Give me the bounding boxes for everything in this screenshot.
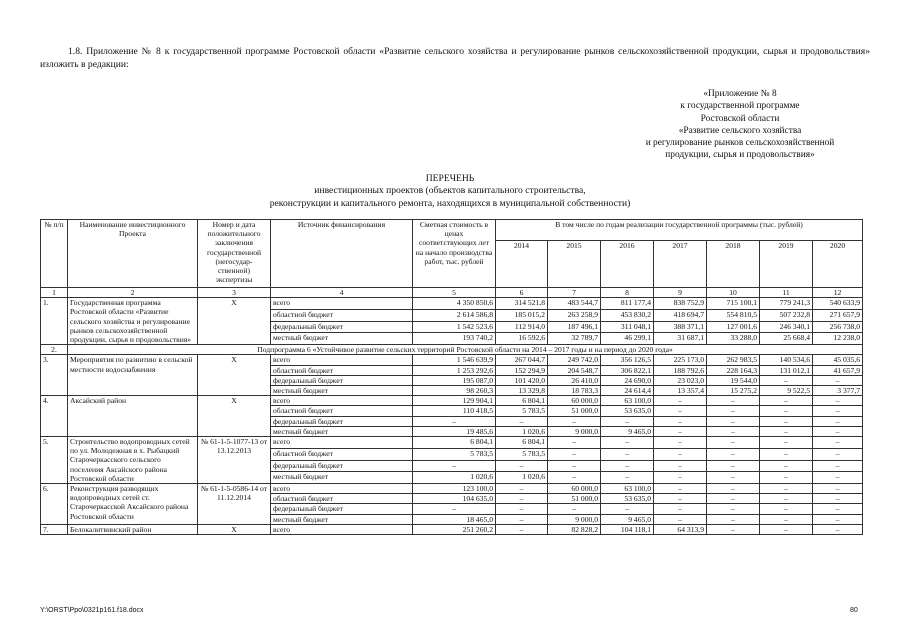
funding-source: федеральный бюджет	[271, 375, 413, 385]
expertise-reference: Х	[198, 396, 271, 437]
year-value: –	[760, 494, 813, 504]
year-value: 63 100,0	[601, 484, 654, 494]
year-value: –	[496, 484, 548, 494]
header-num: № п/п	[41, 220, 68, 288]
year-value: 263 258,9	[548, 309, 601, 321]
year-value: 306 822,1	[601, 365, 654, 375]
year-value: 9 465,0	[601, 426, 654, 436]
year-value: –	[654, 406, 707, 416]
year-value: 51 000,0	[548, 494, 601, 504]
year-value: 12 238,0	[813, 333, 863, 345]
year-value: –	[654, 426, 707, 436]
year-value: –	[813, 494, 863, 504]
column-number: 1	[41, 288, 68, 298]
funding-source: всего	[271, 298, 413, 310]
cost-value: –	[413, 460, 496, 472]
year-value: 9 522,5	[760, 386, 813, 396]
year-value: 715 100,1	[707, 298, 760, 310]
cost-value: 110 418,5	[413, 406, 496, 416]
cost-value: 6 804,1	[413, 437, 496, 449]
cost-value: 5 783,5	[413, 448, 496, 460]
year-value: –	[760, 375, 813, 385]
year-value: 33 288,0	[707, 333, 760, 345]
year-value: 267 044,7	[496, 355, 548, 365]
row-number: 7.	[41, 524, 68, 534]
year-value: –	[654, 448, 707, 460]
column-number: 3	[198, 288, 271, 298]
year-value: 1 020,6	[496, 426, 548, 436]
header-row	[41, 220, 863, 241]
year-value: 18 783,3	[548, 386, 601, 396]
year-value: –	[813, 437, 863, 449]
year-value: 6 804,1	[496, 396, 548, 406]
year-value: 204 548,7	[548, 365, 601, 375]
header-source: Источник финансирования	[271, 220, 413, 288]
expertise-reference: Х	[198, 524, 271, 534]
year-value: 60 000,0	[548, 396, 601, 406]
expertise-reference: № 61-1-5-0586-14 от 11.12.2014	[198, 484, 271, 525]
cost-value: 1 546 639,9	[413, 355, 496, 365]
year-value: 311 048,1	[601, 321, 654, 333]
column-number: 12	[813, 288, 863, 298]
year-value: 152 294,9	[496, 365, 548, 375]
year-value: –	[760, 460, 813, 472]
year-value: –	[760, 406, 813, 416]
funding-source: местный бюджет	[271, 472, 413, 484]
cost-value: 1 253 292,6	[413, 365, 496, 375]
table-row	[41, 484, 863, 494]
year-value: –	[707, 484, 760, 494]
cost-value: 98 260,3	[413, 386, 496, 396]
year-value: 53 635,0	[601, 406, 654, 416]
year-value: 63 100,0	[601, 396, 654, 406]
funding-source: местный бюджет	[271, 386, 413, 396]
year-value: –	[548, 472, 601, 484]
header-year: 2020	[813, 241, 863, 288]
table-row	[41, 355, 863, 365]
year-value: 246 340,1	[760, 321, 813, 333]
year-value: 256 738,0	[813, 321, 863, 333]
cost-value: 1 020,6	[413, 472, 496, 484]
appendix-line: «Развитие сельского хозяйства	[678, 125, 802, 136]
funding-source: всего	[271, 524, 413, 534]
cost-value: 2 614 586,8	[413, 309, 496, 321]
funding-source: всего	[271, 437, 413, 449]
year-value: 185 015,2	[496, 309, 548, 321]
year-value: –	[654, 472, 707, 484]
appendix-line: «Приложение № 8	[703, 89, 777, 99]
year-value: 104 118,1	[601, 524, 654, 534]
year-value: 9 465,0	[601, 514, 654, 524]
header-year: 2014	[496, 241, 548, 288]
table-row	[41, 524, 863, 534]
year-value: –	[601, 504, 654, 514]
year-value: 811 177,4	[601, 298, 654, 310]
footer-file-path: Y:\ORST\Ppo\0321p161.f18.docx	[40, 607, 144, 614]
year-value: –	[601, 416, 654, 426]
year-value: –	[548, 460, 601, 472]
year-value: 5 783,5	[496, 448, 548, 460]
year-value: –	[496, 494, 548, 504]
header-years-group: В том числе по годам реализации государственной программы (тыс. рублей)	[496, 220, 863, 241]
year-value: –	[496, 524, 548, 534]
year-value: –	[707, 448, 760, 460]
funding-source: местный бюджет	[271, 426, 413, 436]
year-value: –	[760, 437, 813, 449]
funding-source: областной бюджет	[271, 448, 413, 460]
header-expertise: Номер и дата положительного заключения государственной (негосудар-ственной) экспертизы	[198, 220, 271, 288]
project-name: Реконструкция разводящих водопроводных сетей ст. Старочеркасской Аксайского района Ростовской области	[68, 484, 198, 525]
year-value: 188 792,6	[654, 365, 707, 375]
year-value: 6 804,1	[496, 437, 548, 449]
year-value: 25 668,4	[760, 333, 813, 345]
year-value: 9 000,0	[548, 426, 601, 436]
year-value: –	[813, 472, 863, 484]
year-value: –	[813, 416, 863, 426]
year-value: –	[654, 514, 707, 524]
column-number: 9	[654, 288, 707, 298]
year-value: 64 313,9	[654, 524, 707, 534]
year-value: –	[707, 426, 760, 436]
header-year: 2018	[707, 241, 760, 288]
year-value: 13 329,8	[496, 386, 548, 396]
year-value: –	[654, 437, 707, 449]
year-value: 271 657,9	[813, 309, 863, 321]
column-numbers-row	[41, 288, 863, 298]
projects-table	[40, 219, 863, 535]
appendix-line: и регулирование рынков сельскохозяйственной	[645, 138, 835, 149]
year-value: –	[760, 514, 813, 524]
column-number: 5	[413, 288, 496, 298]
year-value: –	[760, 396, 813, 406]
appendix-heading	[600, 88, 880, 162]
cost-value: 18 465,0	[413, 514, 496, 524]
year-value: –	[760, 448, 813, 460]
table-row	[41, 396, 863, 406]
project-name: Белокалитвинский район	[68, 524, 198, 534]
title-line: реконструкции и капитального ремонта, находящихся в муниципальной собственности)	[269, 197, 631, 209]
expertise-reference: Х	[198, 355, 271, 396]
column-number: 11	[760, 288, 813, 298]
year-value: –	[654, 416, 707, 426]
year-value: –	[707, 406, 760, 416]
year-value: –	[496, 460, 548, 472]
year-value: –	[707, 396, 760, 406]
year-value: 60 000,0	[548, 484, 601, 494]
year-value: –	[654, 484, 707, 494]
year-value: –	[601, 448, 654, 460]
subprogram-row	[41, 345, 863, 355]
column-number: 4	[271, 288, 413, 298]
cost-value: –	[413, 504, 496, 514]
cost-value: 251 260,2	[413, 524, 496, 534]
year-value: –	[707, 460, 760, 472]
year-value: –	[813, 406, 863, 416]
year-value: –	[813, 524, 863, 534]
year-value: 82 828,2	[548, 524, 601, 534]
cost-value: 104 635,0	[413, 494, 496, 504]
project-name: Строительство водопроводных сетей по ул. Молодежная в х. Рыбацкий Старочеркасского сельского поселения Аксайского района Ростовской области	[68, 437, 198, 484]
year-value: –	[548, 504, 601, 514]
header-name: Наименование инвестиционного Проекта	[68, 220, 198, 288]
year-value: –	[760, 524, 813, 534]
expertise-reference: Х	[198, 298, 271, 345]
year-value: 388 371,1	[654, 321, 707, 333]
row-number: 2.	[41, 345, 68, 355]
header-year: 2019	[760, 241, 813, 288]
year-value: –	[707, 504, 760, 514]
year-value: –	[707, 514, 760, 524]
title-line: ПЕРЕЧЕНЬ	[425, 173, 475, 184]
year-value: 16 592,6	[496, 333, 548, 345]
header-year: 2016	[601, 241, 654, 288]
funding-source: областной бюджет	[271, 494, 413, 504]
year-value: 31 687,1	[654, 333, 707, 345]
year-value: 19 544,0	[707, 375, 760, 385]
header-cost: Сметная стоимость в ценах соответствующих лет на начало производства работ, тыс. рублей	[413, 220, 496, 288]
year-value: 418 694,7	[654, 309, 707, 321]
year-value: –	[707, 494, 760, 504]
year-value: 779 241,3	[760, 298, 813, 310]
year-value: 507 232,8	[760, 309, 813, 321]
funding-source: всего	[271, 355, 413, 365]
cost-value: 129 904,1	[413, 396, 496, 406]
appendix-line: продукции, сырья и продовольствия»	[665, 150, 815, 161]
funding-source: федеральный бюджет	[271, 321, 413, 333]
year-value: 23 023,0	[654, 375, 707, 385]
column-number: 6	[496, 288, 548, 298]
year-value: 46 299,1	[601, 333, 654, 345]
year-value: –	[760, 426, 813, 436]
year-value: 262 983,5	[707, 355, 760, 365]
project-name: Аксайский район	[68, 396, 198, 437]
year-value: –	[813, 396, 863, 406]
year-value: 228 164,3	[707, 365, 760, 375]
year-value: 356 126,5	[601, 355, 654, 365]
row-number: 3.	[41, 355, 68, 396]
year-value: 225 173,0	[654, 355, 707, 365]
intro-paragraph: 1.8. Приложение № 8 к государственной программе Ростовской области «Развитие сельского хозяйства и регулирование рынков сельскохозяйственной продукции, сырья и продовольствия» изложить в редакции:	[40, 46, 870, 70]
row-number: 4.	[41, 396, 68, 437]
year-value: 1 020,6	[496, 472, 548, 484]
funding-source: всего	[271, 396, 413, 406]
year-value: –	[813, 375, 863, 385]
funding-source: федеральный бюджет	[271, 504, 413, 514]
column-number: 2	[68, 288, 198, 298]
year-value: –	[707, 437, 760, 449]
year-value: –	[654, 494, 707, 504]
cost-value: 123 100,0	[413, 484, 496, 494]
cost-value: 195 087,0	[413, 375, 496, 385]
year-value: 554 810,5	[707, 309, 760, 321]
year-value: 45 035,6	[813, 355, 863, 365]
year-value: 9 000,0	[548, 514, 601, 524]
year-value: –	[654, 396, 707, 406]
year-value: –	[496, 514, 548, 524]
year-value: –	[548, 448, 601, 460]
year-value: –	[496, 416, 548, 426]
year-value: 3 377,7	[813, 386, 863, 396]
year-value: –	[707, 524, 760, 534]
year-value: 26 410,0	[548, 375, 601, 385]
year-value: –	[654, 460, 707, 472]
year-value: 131 012,1	[760, 365, 813, 375]
year-value: 53 635,0	[601, 494, 654, 504]
cost-value: 19 485,6	[413, 426, 496, 436]
document-title	[180, 173, 720, 210]
funding-source: областной бюджет	[271, 406, 413, 416]
year-value: 41 657,9	[813, 365, 863, 375]
subprogram-title: Подпрограмма 6 «Устойчивое развитие сельских территорий Ростовской области на 2014 – 2017 годы и на период до 2020 года»	[68, 345, 863, 355]
year-value: 483 544,7	[548, 298, 601, 310]
year-value: –	[760, 472, 813, 484]
year-value: 453 830,2	[601, 309, 654, 321]
year-value: –	[707, 416, 760, 426]
year-value: 24 614,4	[601, 386, 654, 396]
year-value: –	[707, 472, 760, 484]
year-value: –	[601, 472, 654, 484]
funding-source: областной бюджет	[271, 309, 413, 321]
cost-value: 193 740,2	[413, 333, 496, 345]
year-value: 314 521,8	[496, 298, 548, 310]
year-value: –	[601, 437, 654, 449]
funding-source: местный бюджет	[271, 514, 413, 524]
year-value: –	[548, 437, 601, 449]
year-value: –	[548, 416, 601, 426]
project-name: Государственная программа Ростовской области «Развитие сельского хозяйства и регулирование рынков сельскохозяйственной продукции, сырья и продовольствия»	[68, 298, 198, 345]
funding-source: местный бюджет	[271, 333, 413, 345]
year-value: –	[813, 484, 863, 494]
year-value: 13 357,4	[654, 386, 707, 396]
cost-value: –	[413, 416, 496, 426]
expertise-reference: № 61-1-5-1077-13 от 13.12.2013	[198, 437, 271, 484]
year-value: 838 752,9	[654, 298, 707, 310]
project-name: Мероприятия по развитию в сельской местности водоснабжения	[68, 355, 198, 396]
year-value: 540 633,9	[813, 298, 863, 310]
header-year: 2017	[654, 241, 707, 288]
year-value: –	[813, 426, 863, 436]
title-line: инвестиционных проектов (объектов капитального строительства,	[314, 185, 586, 197]
year-value: –	[601, 460, 654, 472]
column-number: 10	[707, 288, 760, 298]
year-value: –	[813, 460, 863, 472]
year-value: 187 496,1	[548, 321, 601, 333]
column-number: 7	[548, 288, 601, 298]
appendix-line: к государственной программе	[680, 101, 800, 112]
year-value: –	[496, 504, 548, 514]
row-number: 5.	[41, 437, 68, 484]
year-value: 127 001,6	[707, 321, 760, 333]
year-value: –	[760, 416, 813, 426]
table-row	[41, 437, 863, 449]
appendix-line: Ростовской области	[700, 113, 780, 124]
year-value: 5 783,5	[496, 406, 548, 416]
year-value: –	[760, 484, 813, 494]
year-value: 24 690,0	[601, 375, 654, 385]
year-value: 112 914,0	[496, 321, 548, 333]
column-number: 8	[601, 288, 654, 298]
row-number: 6.	[41, 484, 68, 525]
footer-page-number: 80	[850, 607, 858, 614]
funding-source: всего	[271, 484, 413, 494]
year-value: 249 742,0	[548, 355, 601, 365]
cost-value: 1 542 523,6	[413, 321, 496, 333]
year-value: –	[760, 504, 813, 514]
year-value: –	[813, 448, 863, 460]
year-value: 140 534,6	[760, 355, 813, 365]
year-value: 32 789,7	[548, 333, 601, 345]
table-row	[41, 298, 863, 310]
year-value: 101 420,0	[496, 375, 548, 385]
year-value: 51 000,0	[548, 406, 601, 416]
funding-source: федеральный бюджет	[271, 416, 413, 426]
funding-source: областной бюджет	[271, 365, 413, 375]
header-year: 2015	[548, 241, 601, 288]
funding-source: федеральный бюджет	[271, 460, 413, 472]
row-number: 1.	[41, 298, 68, 345]
year-value: –	[813, 514, 863, 524]
year-value: 15 275,2	[707, 386, 760, 396]
year-value: –	[654, 504, 707, 514]
year-value: –	[813, 504, 863, 514]
cost-value: 4 350 850,6	[413, 298, 496, 310]
